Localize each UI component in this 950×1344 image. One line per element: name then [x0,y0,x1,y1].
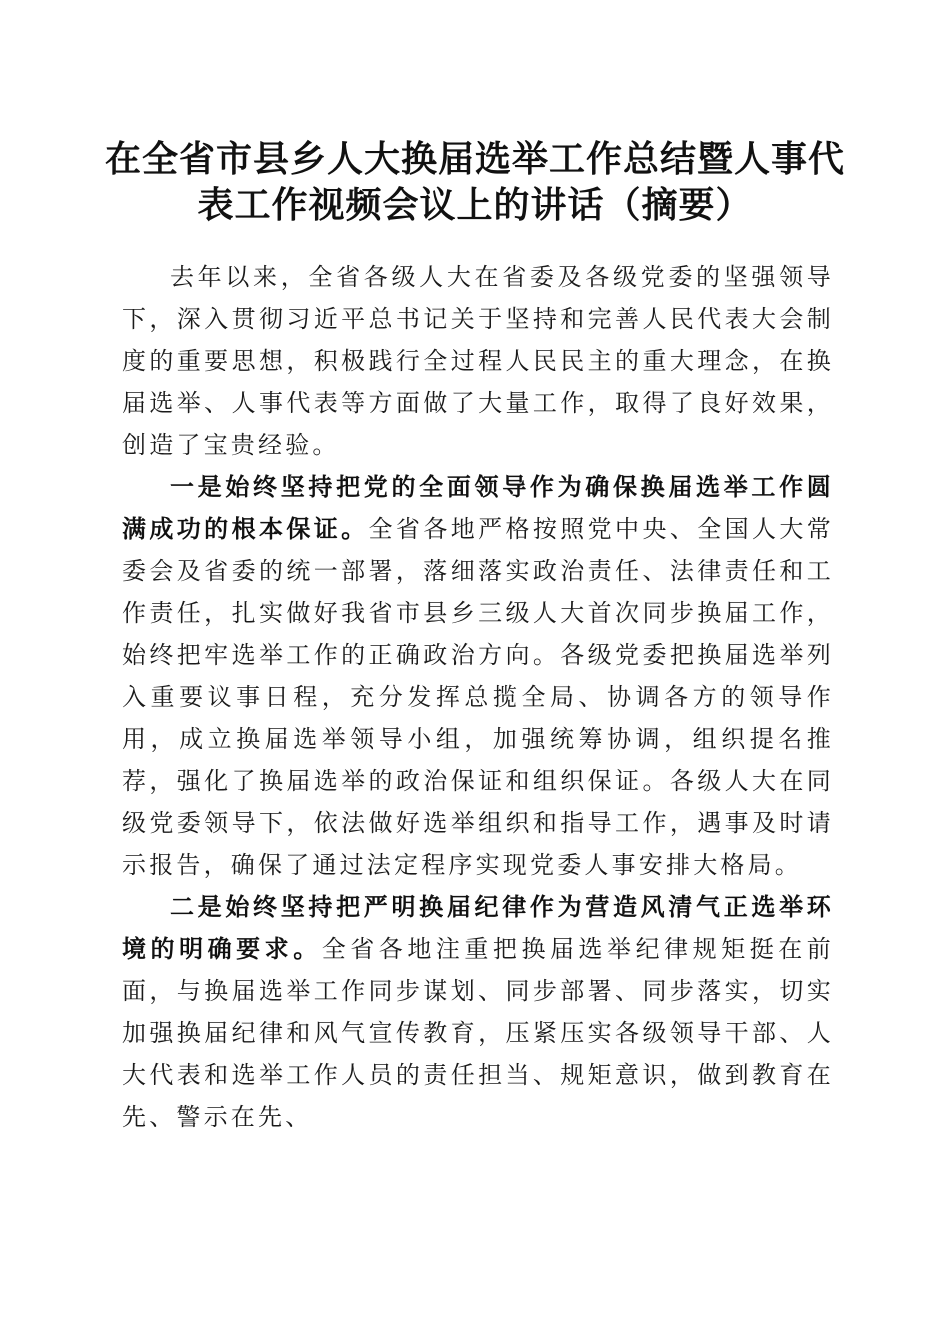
paragraph-point-two [122,886,834,1138]
paragraph-point-one [122,466,834,886]
paragraph-lead: 一是始终坚持把党的全面领导作为确保换届选举工作圆满成功的根本保证。 [122,473,834,543]
paragraph-text: 去年以来，全省各级人大在省委及各级党委的坚强领导下，深入贯彻习近平总书记关于坚持和完善人民代表大会制度的重要思想，积极践行全过程人民民主的重大理念，在换届选举、人事代表等方面做了大量工作，取得了良好效果，创造了宝贵经验。 [122,263,834,459]
page-title [100,136,850,228]
title-line-2: 表工作视频会议上的讲话（摘要） [197,184,753,226]
title-line-1: 在全省市县乡人大换届选举工作总结暨人事代 [104,138,845,180]
paragraph-text: 全省各地严格按照党中央、全国人大常委会及省委的统一部署，落细落实政治责任、法律责任和工作责任，扎实做好我省市县乡三级人大首次同步换届工作，始终把牢选举工作的正确政治方向。各级党委把换届选举列入重要议事日程，充分发挥总揽全局、协调各方的领导作用，成立换届选举领导小组，加强统筹协调，组织提名推荐，强化了换届选举的政治保证和组织保证。各级人大在同级党委领导下，依法做好选举组织和指导工作，遇事及时请示报告，确保了通过法定程序实现党委人事安排大格局。 [122,515,834,879]
document-body [122,256,834,1138]
paragraph-text: 全省各地注重把换届选举纪律规矩挺在前面，与换届选举工作同步谋划、同步部署、同步落实，切实加强换届纪律和风气宣传教育，压紧压实各级领导干部、人大代表和选举工作人员的责任担当、规矩意识，做到教育在先、警示在先、 [122,935,834,1131]
paragraph-intro [122,256,834,466]
paragraph-lead: 二是始终坚持把严明换届纪律作为营造风清气正选举环境的明确要求。 [122,893,834,963]
